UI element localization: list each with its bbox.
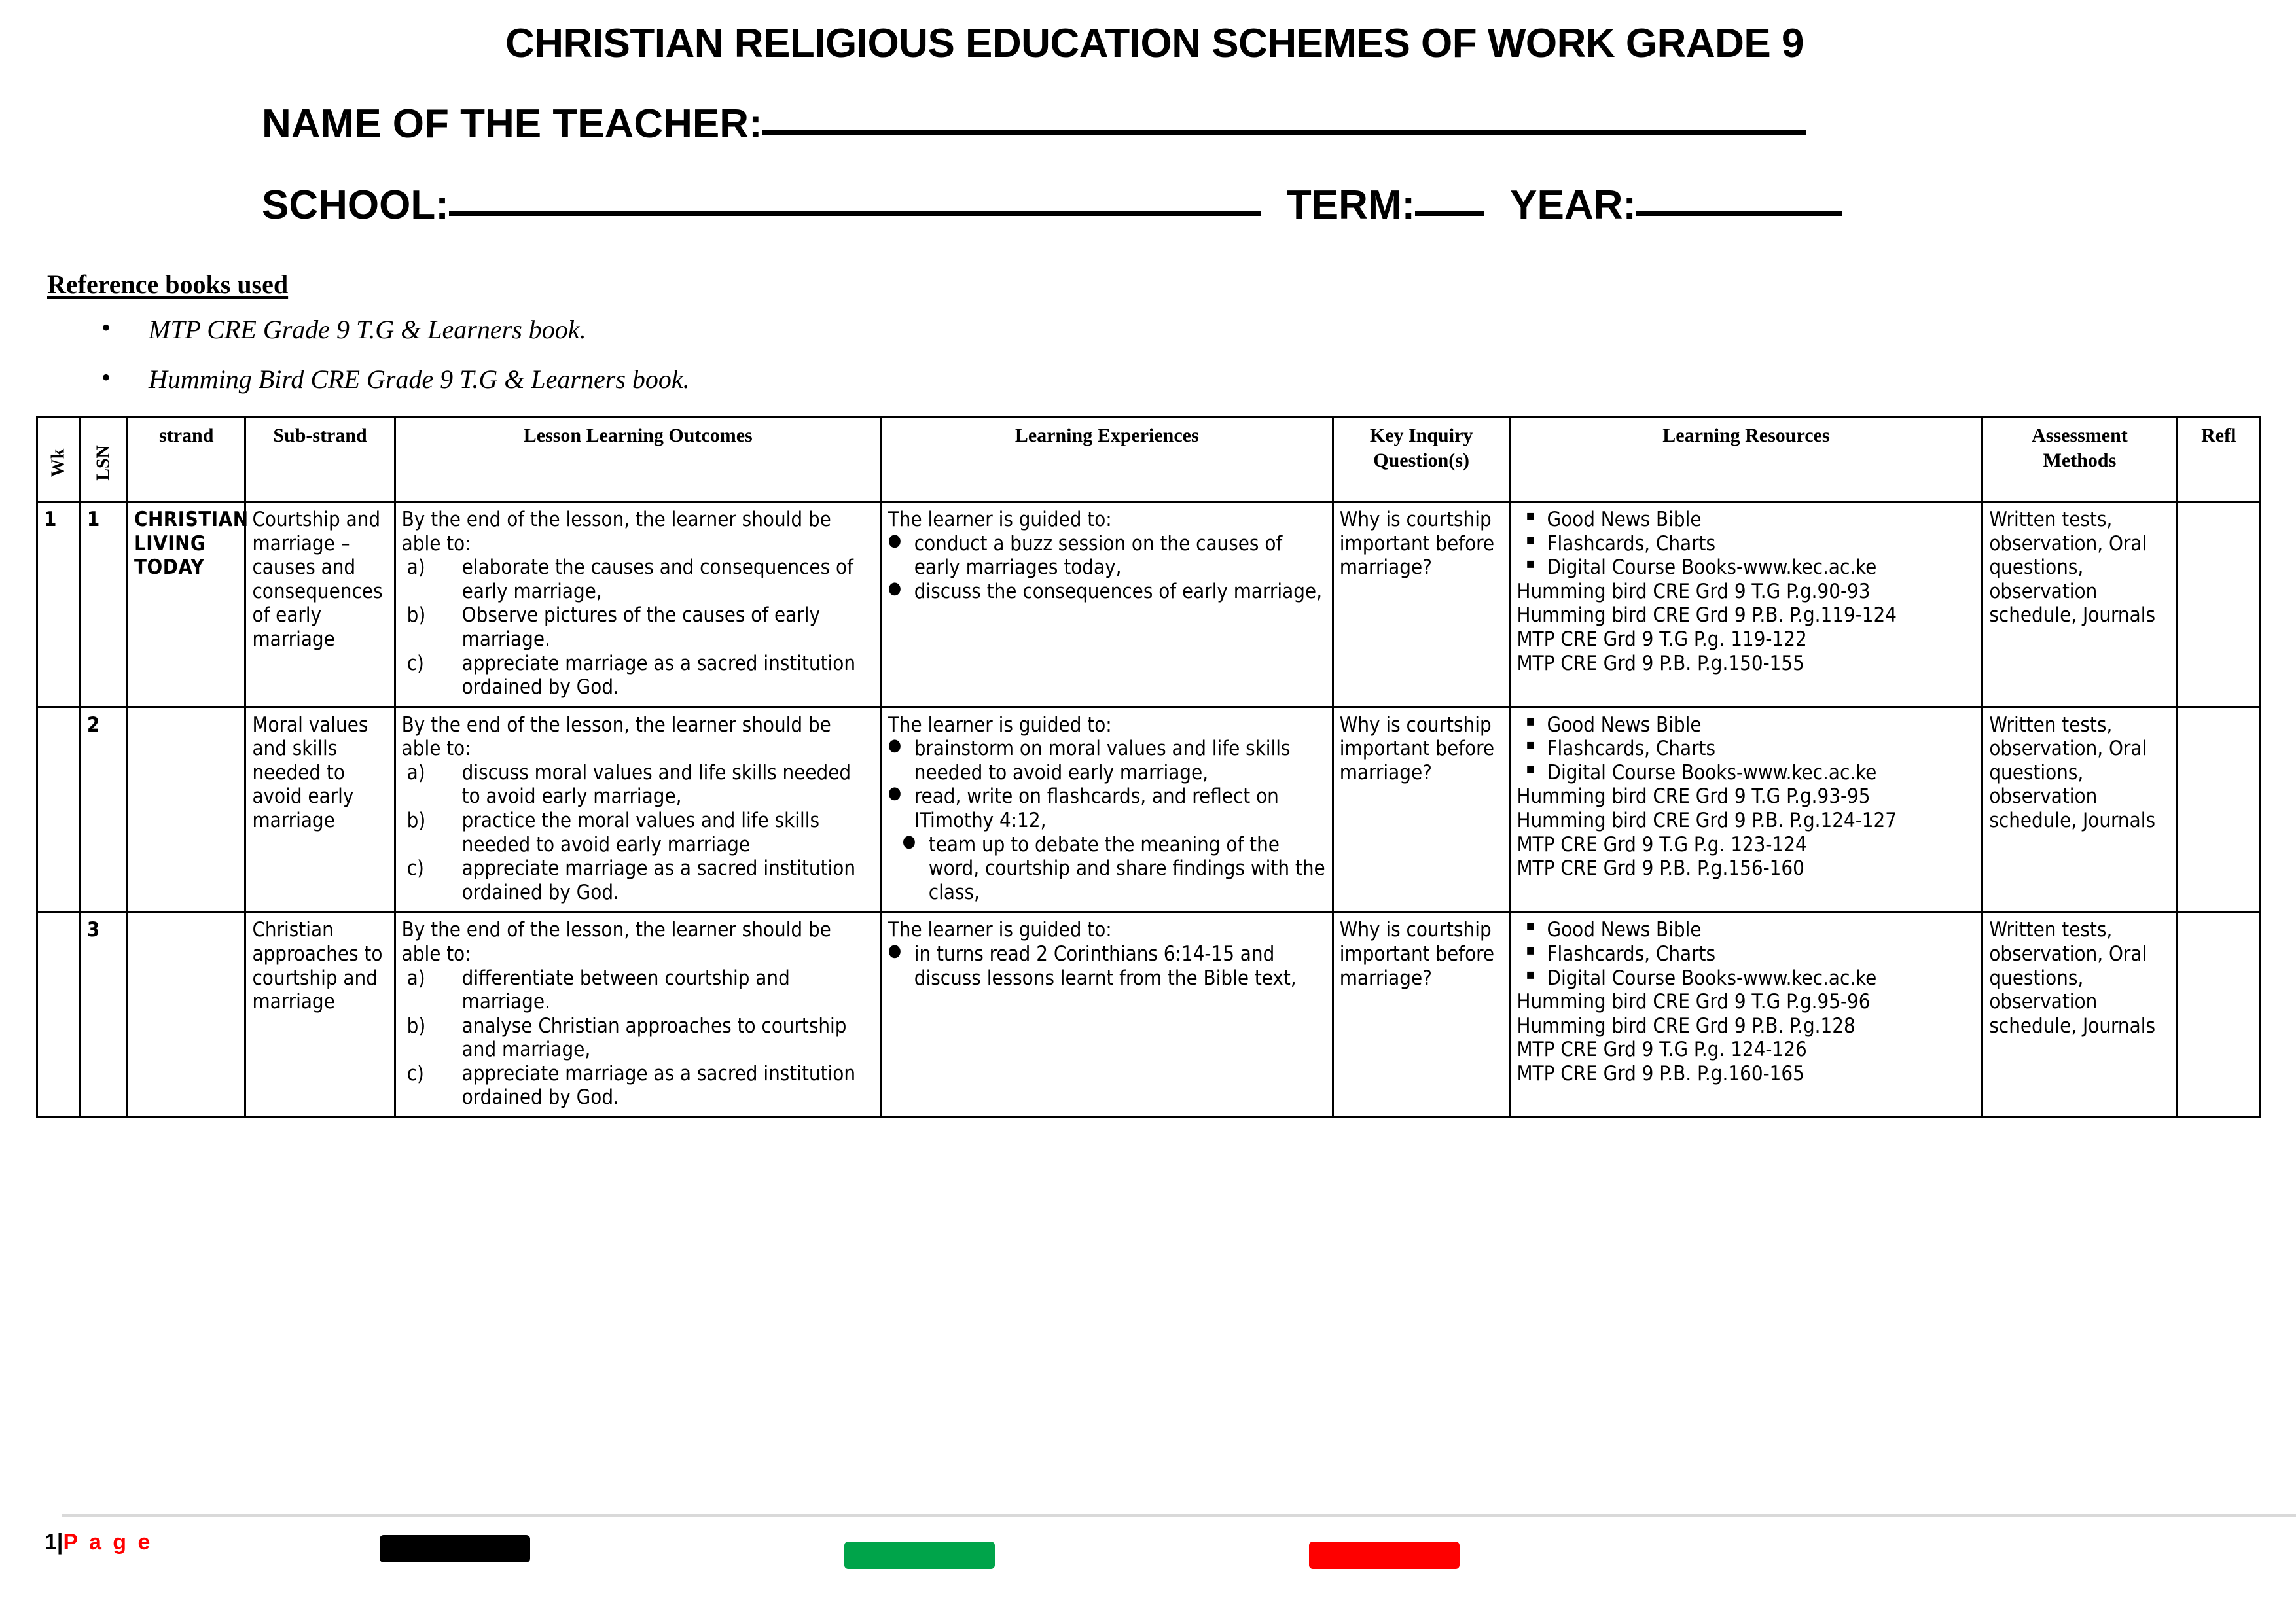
cell-inquiry-question: Why is courtship important before marriage? [1333, 912, 1510, 1118]
school-term-year-line [0, 185, 2296, 226]
cell-strand [127, 912, 245, 1118]
resource-reference-line: Humming bird CRE Grd 9 P.B. P.g.128 [1516, 1014, 1856, 1038]
experiences-list [888, 532, 1327, 604]
square-bullet-icon: ▪ [1526, 966, 1535, 983]
outcome-item [402, 1062, 875, 1110]
resource-item [1516, 737, 1976, 761]
reference-books-list [0, 313, 2296, 395]
outcomes-list [402, 556, 875, 699]
outcome-label: a) [406, 966, 425, 990]
resource-text: Digital Course Books-www.kec.ac.ke [1547, 966, 1877, 990]
outcome-label: a) [406, 760, 425, 785]
outcome-text: discuss moral values and life skills needed to avoid early marriage, [461, 760, 852, 809]
table-header-row [37, 417, 2261, 502]
green-bar [844, 1542, 995, 1569]
page-title: CHRISTIAN RELIGIOUS EDUCATION SCHEMES OF WORK GRADE 9 [505, 21, 1804, 66]
cell-experiences [881, 912, 1333, 1118]
teacher-name-line [0, 101, 2296, 147]
experience-text: brainstorm on moral values and life skills needed to avoid early marriage, [914, 737, 1291, 785]
experiences-intro: The learner is guided to: [888, 713, 1112, 737]
outcome-item [402, 809, 875, 856]
teacher-label: NAME OF THE TEACHER: [262, 101, 762, 147]
cell-inquiry-question: Why is courtship important before marriage? [1333, 502, 1510, 707]
outcome-item [402, 1014, 875, 1062]
page-word-label: P a g e [63, 1530, 153, 1555]
resource-item [1516, 966, 1976, 991]
outcome-label: c) [406, 651, 424, 675]
resource-item [1516, 508, 1976, 532]
outcome-text: differentiate between courtship and marriage. [461, 966, 790, 1014]
resource-text: Good News Bible [1547, 713, 1702, 737]
resource-item [1516, 532, 1976, 556]
outcome-text: practice the moral values and life skills needed to avoid early marriage [461, 809, 820, 856]
black-bar [380, 1535, 530, 1562]
outcome-label: b) [406, 809, 426, 833]
cell-inquiry-question: Why is courtship important before marriage? [1333, 707, 1510, 912]
experience-item [888, 785, 1327, 832]
teacher-name-blank [762, 130, 1806, 135]
outcomes-list [402, 761, 875, 904]
outcomes-intro: By the end of the lesson, the learner should be able to: [401, 713, 831, 761]
column-header-week [37, 417, 81, 502]
page-number-separator: | [56, 1530, 63, 1555]
outcome-label: c) [406, 1061, 424, 1086]
outcome-label: c) [406, 856, 424, 881]
resource-item [1516, 942, 1976, 966]
outcome-label: b) [406, 603, 426, 627]
outcome-text: appreciate marriage as a sacred institution ordained by God. [461, 1061, 855, 1110]
outcome-item [402, 556, 875, 603]
cell-week [37, 707, 81, 912]
cell-lesson: 3 [80, 912, 127, 1118]
term-label: TERM: [1286, 183, 1416, 228]
bullet-icon: • [101, 362, 111, 393]
experience-item [888, 942, 1327, 990]
cell-week [37, 912, 81, 1118]
column-header-lesson-label: LSN [93, 445, 114, 481]
outcomes-intro: By the end of the lesson, the learner should be able to: [401, 508, 831, 556]
reference-book-title: Humming Bird CRE Grade 9 T.G & Learners book. [149, 364, 690, 395]
column-header-inquiry-line1: Key Inquiry [1369, 425, 1473, 447]
square-bullet-icon: ▪ [1526, 508, 1535, 525]
page-number-value: 1 [45, 1530, 57, 1555]
cell-strand [127, 707, 245, 912]
resource-reference-line: MTP CRE Grd 9 P.B. P.g.150-155 [1516, 651, 1804, 675]
experience-text: team up to debate the meaning of the word, courtship and share findings with the class, [928, 832, 1325, 904]
cell-outcomes [395, 912, 881, 1118]
cell-experiences [881, 707, 1333, 912]
cell-week: 1 [37, 502, 81, 707]
square-bullet-icon: ▪ [1526, 713, 1535, 730]
outcome-text: elaborate the causes and consequences of early marriage, [461, 556, 853, 603]
resource-reference-line: Humming bird CRE Grd 9 T.G P.g.90-93 [1516, 579, 1871, 603]
column-header-assessment-line2: Methods [2043, 449, 2117, 471]
year-blank [1636, 211, 1842, 216]
red-bar [1309, 1542, 1460, 1569]
cell-strand: CHRISTIAN LIVING TODAY [127, 502, 245, 707]
cell-assessment-methods: Written tests, observation, Oral questions, observation schedule, Journals [1982, 707, 2177, 912]
experiences-list [888, 737, 1327, 904]
outcomes-list [402, 966, 875, 1110]
cell-outcomes [395, 502, 881, 707]
experience-item [888, 580, 1327, 604]
resource-reference-line: MTP CRE Grd 9 T.G P.g. 123-124 [1516, 832, 1807, 856]
table-body [37, 502, 2261, 1118]
outcome-item [402, 603, 875, 651]
resource-text: Flashcards, Charts [1547, 942, 1716, 966]
outcome-text: Observe pictures of the causes of early marriage. [461, 603, 820, 651]
cell-lesson: 2 [80, 707, 127, 912]
reference-books-heading: Reference books used [47, 270, 289, 300]
resource-text: Flashcards, Charts [1547, 737, 1716, 761]
outcomes-intro: By the end of the lesson, the learner should be able to: [401, 918, 831, 966]
square-bullet-icon: ▪ [1526, 737, 1535, 754]
resource-text: Digital Course Books-www.kec.ac.ke [1547, 556, 1877, 580]
cell-lesson: 1 [80, 502, 127, 707]
resource-reference-line: MTP CRE Grd 9 T.G P.g. 119-122 [1516, 627, 1807, 651]
resources-bullet-list [1516, 508, 1976, 580]
outcome-label: a) [406, 556, 425, 580]
resources-bullet-list [1516, 918, 1976, 990]
resource-item [1516, 556, 1976, 580]
outcome-label: b) [406, 1014, 426, 1038]
outcome-item [402, 966, 875, 1014]
cell-resources [1510, 707, 1982, 912]
page-footer [0, 1519, 2296, 1624]
footer-divider [62, 1514, 2296, 1517]
experience-text: discuss the consequences of early marriage, [914, 579, 1322, 603]
column-header-resources: Learning Resources [1510, 417, 1982, 502]
term-blank [1415, 211, 1484, 216]
page-number-indicator [45, 1530, 152, 1555]
cell-reflection [2177, 912, 2260, 1118]
column-header-assessment [1982, 417, 2177, 502]
experience-text: conduct a buzz session on the causes of early marriages today, [914, 531, 1283, 580]
schemes-of-work-table [36, 416, 2261, 1118]
resource-reference-line: MTP CRE Grd 9 T.G P.g. 124-126 [1516, 1038, 1807, 1062]
round-bullet-icon: ● [888, 783, 902, 803]
resource-item [1516, 761, 1976, 785]
year-label: YEAR: [1510, 183, 1637, 228]
document-header [0, 0, 2296, 226]
resource-reference-line: Humming bird CRE Grd 9 P.B. P.g.124-127 [1516, 809, 1897, 833]
column-header-strand: strand [127, 417, 245, 502]
cell-outcomes [395, 707, 881, 912]
column-header-substrand: Sub-strand [245, 417, 395, 502]
resource-reference-line: Humming bird CRE Grd 9 T.G P.g.93-95 [1516, 785, 1871, 809]
square-bullet-icon: ▪ [1526, 556, 1535, 573]
experiences-intro: The learner is guided to: [888, 918, 1112, 942]
round-bullet-icon: ● [888, 735, 902, 756]
outcome-text: analyse Christian approaches to courtship and marriage, [461, 1014, 847, 1062]
bullet-icon: • [101, 313, 111, 343]
resource-reference-line: Humming bird CRE Grd 9 T.G P.g.95-96 [1516, 990, 1871, 1014]
resource-reference-line: MTP CRE Grd 9 P.B. P.g.160-165 [1516, 1061, 1804, 1086]
square-bullet-icon: ▪ [1526, 918, 1535, 935]
round-bullet-icon: ● [902, 831, 916, 851]
square-bullet-icon: ▪ [1526, 942, 1535, 959]
cell-assessment-methods: Written tests, observation, Oral questions, observation schedule, Journals [1982, 912, 2177, 1118]
outcome-item [402, 761, 875, 809]
experience-text: read, write on flashcards, and reflect on ITimothy 4:12, [914, 785, 1279, 833]
round-bullet-icon: ● [888, 940, 902, 961]
experience-text: in turns read 2 Corinthians 6:14-15 and discuss lessons learnt from the Bible text, [914, 942, 1297, 990]
table-row [37, 912, 2261, 1118]
cell-experiences [881, 502, 1333, 707]
cell-reflection [2177, 502, 2260, 707]
experience-item [888, 737, 1327, 785]
square-bullet-icon: ▪ [1526, 531, 1535, 548]
outcome-item [402, 652, 875, 699]
round-bullet-icon: ● [888, 530, 902, 550]
cell-resources [1510, 502, 1982, 707]
resource-text: Flashcards, Charts [1547, 531, 1716, 556]
outcome-text: appreciate marriage as a sacred institution ordained by God. [461, 651, 855, 699]
cell-resources [1510, 912, 1982, 1118]
column-header-week-label: Wk [48, 448, 69, 478]
column-header-inquiry [1333, 417, 1510, 502]
cell-substrand: Moral values and skills needed to avoid early marriage [245, 707, 395, 912]
column-header-outcomes: Lesson Learning Outcomes [395, 417, 881, 502]
outcome-item [402, 856, 875, 904]
column-header-inquiry-line2: Question(s) [1373, 449, 1469, 471]
resource-reference-line: MTP CRE Grd 9 P.B. P.g.156-160 [1516, 856, 1804, 881]
column-header-assessment-line1: Assessment [2032, 425, 2128, 447]
cell-substrand: Courtship and marriage – causes and consequences of early marriage [245, 502, 395, 707]
table-row [37, 707, 2261, 912]
round-bullet-icon: ● [888, 578, 902, 598]
table-row [37, 502, 2261, 707]
list-item [101, 313, 2296, 345]
column-header-refl: Refl [2177, 417, 2260, 502]
experience-item [888, 833, 1327, 905]
cell-reflection [2177, 707, 2260, 912]
resource-text: Digital Course Books-www.kec.ac.ke [1547, 760, 1877, 785]
resource-item [1516, 713, 1976, 737]
experience-item [888, 532, 1327, 580]
list-item [101, 362, 2296, 395]
resource-reference-line: Humming bird CRE Grd 9 P.B. P.g.119-124 [1516, 603, 1897, 627]
reference-book-title: MTP CRE Grade 9 T.G & Learners book. [149, 315, 586, 345]
cell-substrand: Christian approaches to courtship and marriage [245, 912, 395, 1118]
resource-text: Good News Bible [1547, 508, 1702, 532]
experiences-intro: The learner is guided to: [888, 508, 1112, 532]
column-header-experiences: Learning Experiences [881, 417, 1333, 502]
resource-item [1516, 918, 1976, 942]
school-label: SCHOOL: [262, 183, 449, 228]
square-bullet-icon: ▪ [1526, 760, 1535, 777]
resources-bullet-list [1516, 713, 1976, 785]
outcome-text: appreciate marriage as a sacred institution ordained by God. [461, 856, 855, 904]
experiences-list [888, 942, 1327, 990]
column-header-lesson [80, 417, 127, 502]
cell-assessment-methods: Written tests, observation, Oral questions, observation schedule, Journals [1982, 502, 2177, 707]
resource-text: Good News Bible [1547, 918, 1702, 942]
school-blank [449, 211, 1261, 216]
